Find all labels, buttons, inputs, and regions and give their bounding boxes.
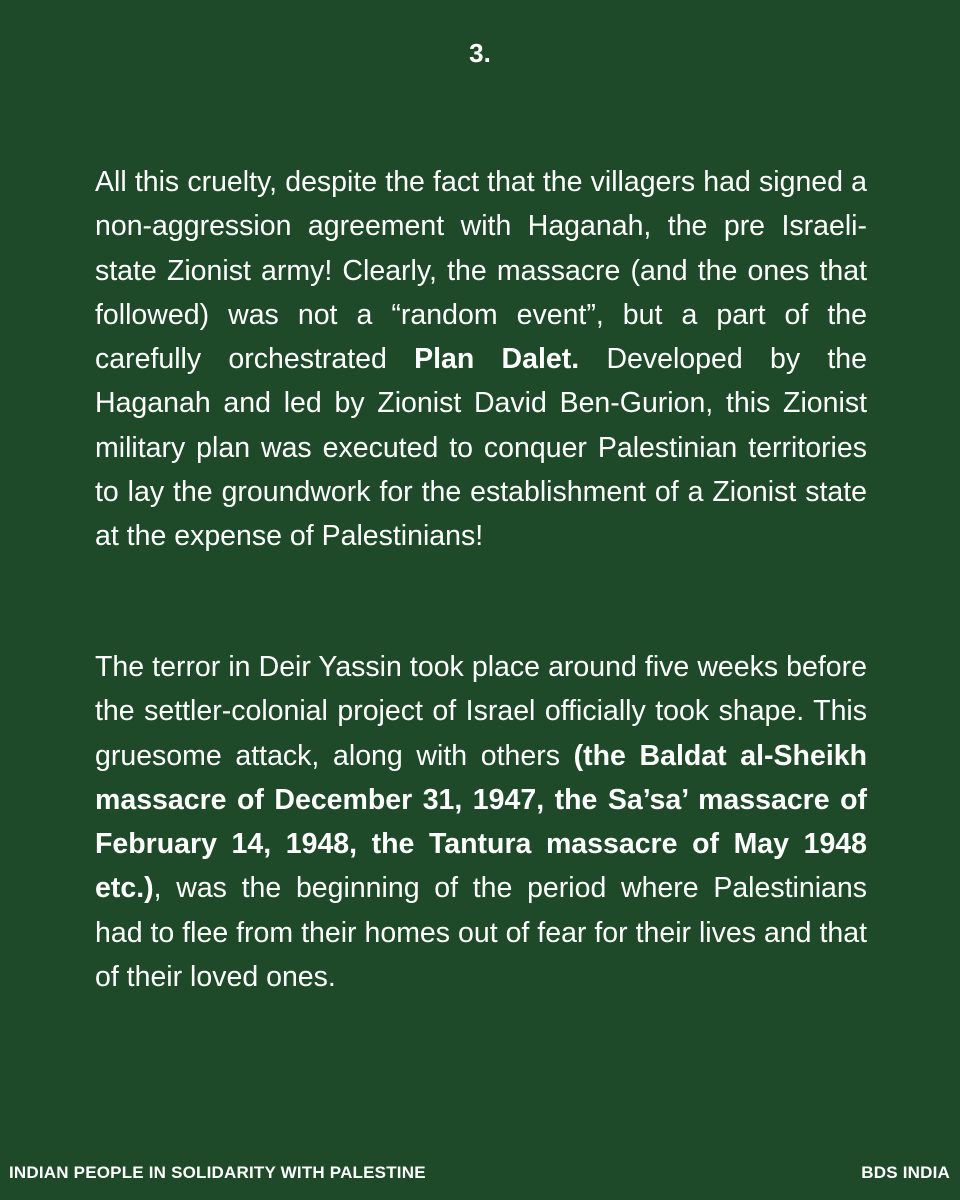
massacres-list-bold: (the Baldat al-Sheikh massacre of December 31, 1947, the Sa’sa’ massacre of February 14, 1948, the Tantura massacre of May 1948 etc.) [95,739,867,905]
plan-dalet-bold: Plan Dalet. [414,343,580,376]
paragraph-1 [95,160,867,559]
footer-brand: BDS INDIA [861,1163,950,1182]
paragraph-2-text-b: , was the beginning of the period where Palestinians had to flee from their homes out of fear for their lives and that of their loved ones. [95,872,867,994]
paragraph-2-text-a: The terror in Deir Yassin took place around five weeks before the settler-colonial project of Israel officially took shape. This gruesome attack, along with others [95,651,867,772]
paragraph-1-text-b: Developed by the Haganah and led by Zionist David Ben-Gurion, this Zionist military plan was executed to conquer Palestinian territories to lay the groundwork for the establishment of a Zionist state at the expense of Palestinians! [95,343,867,553]
paragraph-1-text-a: All this cruelty, despite the fact that the villagers had signed a non-aggression agreement with Haganah, the pre Israeli-state Zionist army! Clearly, the massacre (and the ones that followed) was not a “random event”, but a part of the carefully orchestrated [95,166,867,376]
page-number: 3. [469,38,491,68]
footer-organization: INDIAN PEOPLE IN SOLIDARITY WITH PALESTINE [9,1163,426,1182]
paragraph-2 [95,645,867,999]
